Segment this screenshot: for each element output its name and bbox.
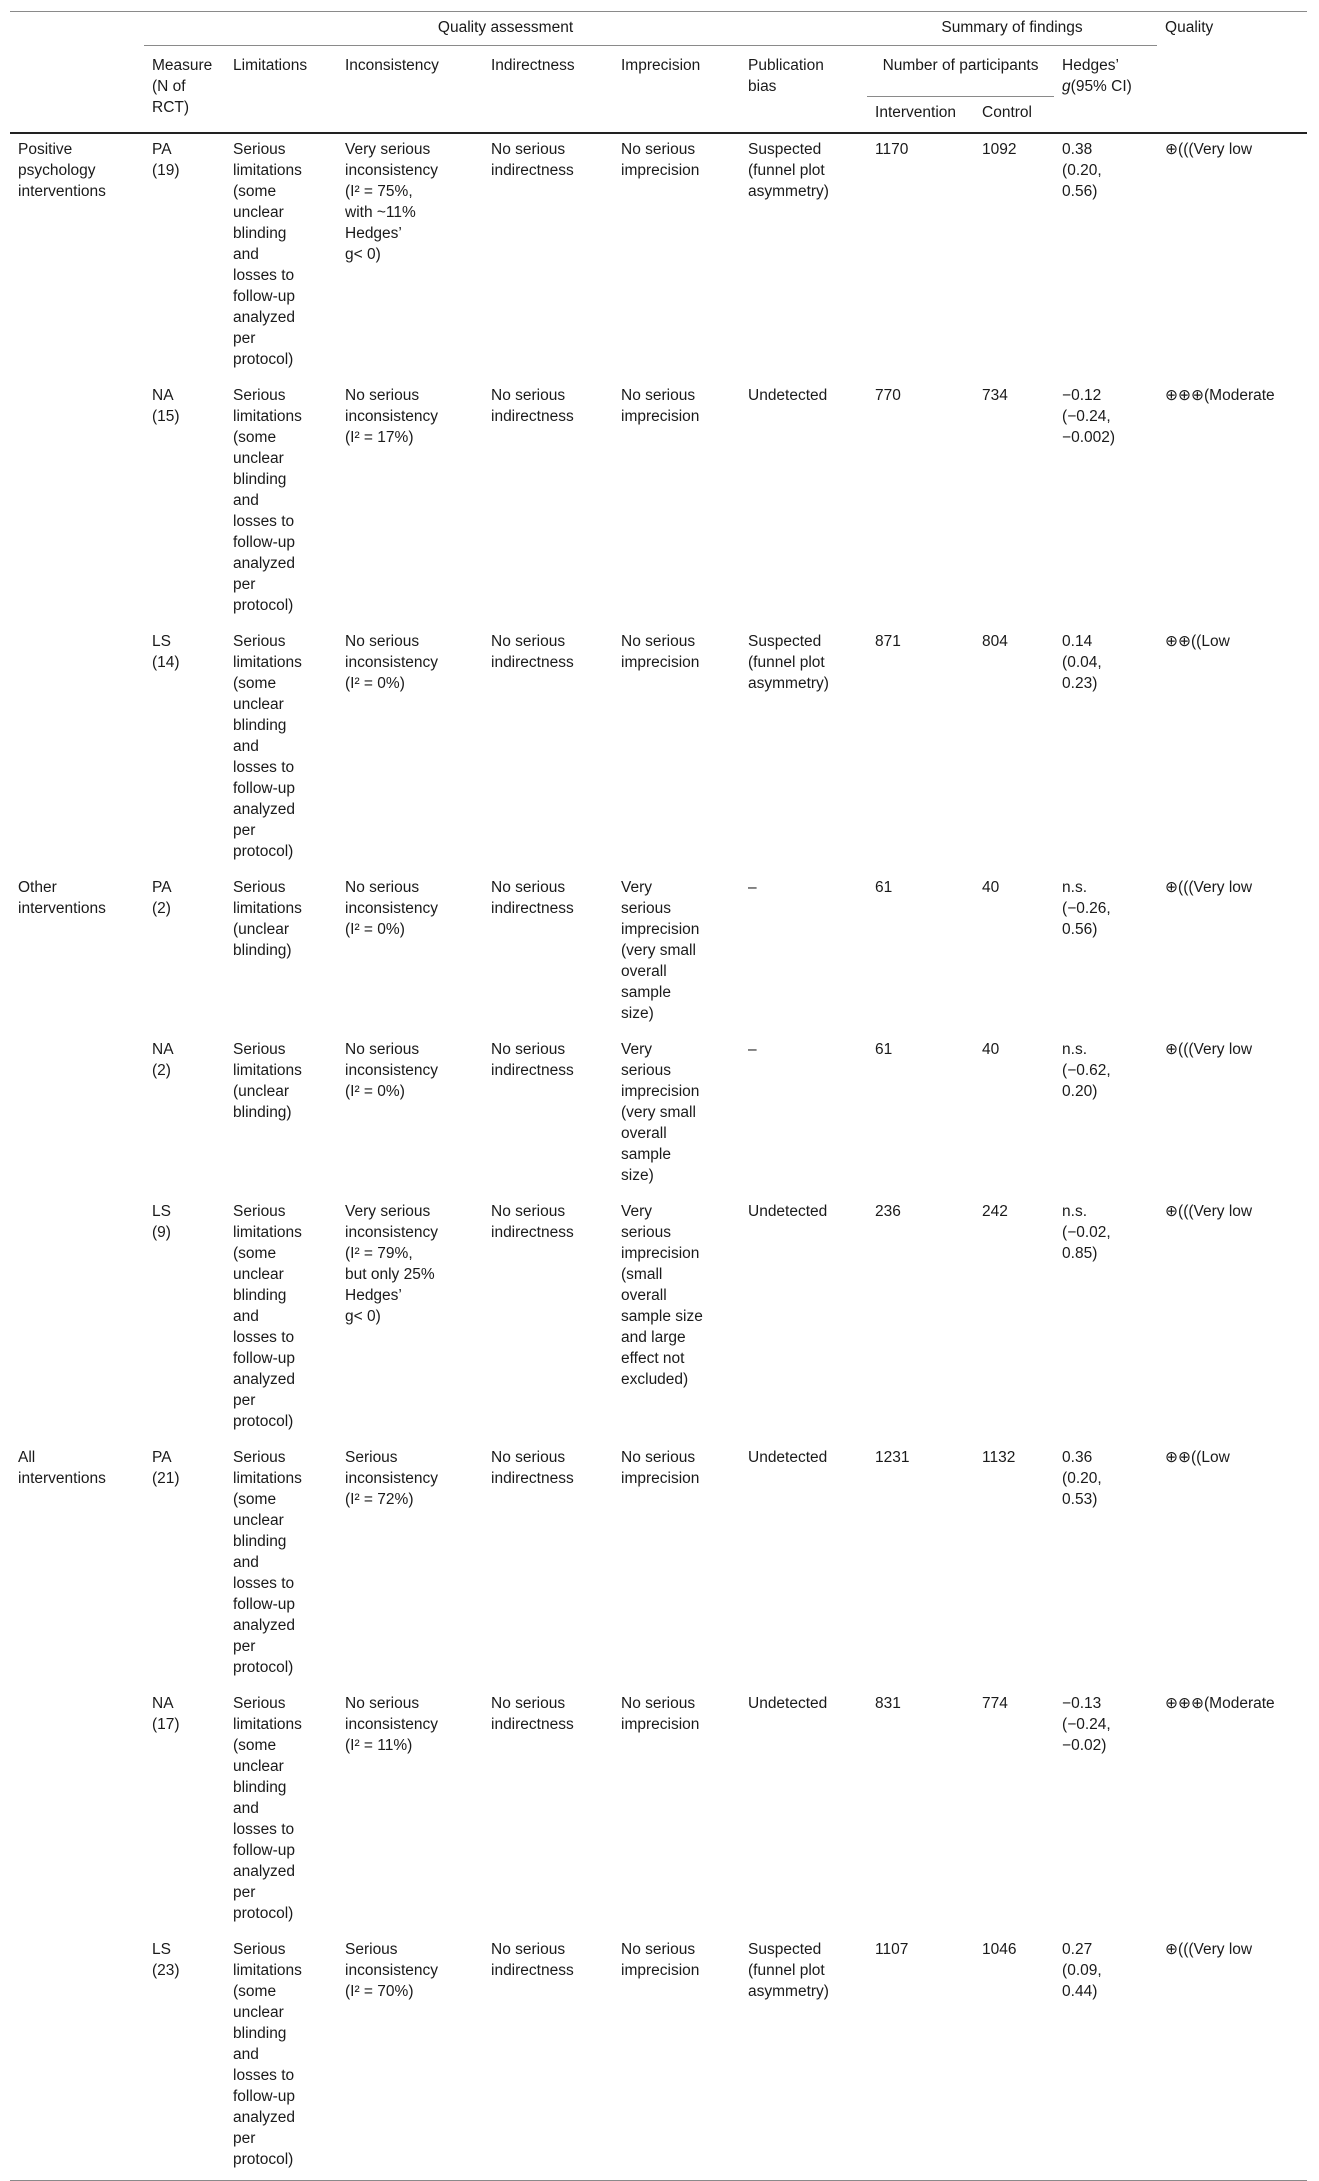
- limitations-cell: Serious limitations (some unclear blinding and losses to follow-up analyzed per protocol): [233, 1449, 302, 1676]
- publication-bias-cell: Undetected: [748, 387, 828, 404]
- publication-bias-cell: –: [748, 879, 757, 896]
- table-row: [10, 626, 1307, 872]
- intervention-cell: 61: [875, 879, 893, 896]
- header-quality: Quality: [1165, 19, 1214, 36]
- control-cell: 1092: [982, 141, 1017, 158]
- publication-bias-cell: Undetected: [748, 1695, 828, 1712]
- measure-cell: NA (15): [152, 387, 180, 425]
- intervention-cell: 1170: [875, 141, 909, 158]
- header-empty: [10, 12, 144, 46]
- indirectness-cell: No serious indirectness: [491, 1203, 574, 1241]
- quality-cell: ⊕⊕((Low: [1165, 633, 1230, 650]
- header-group-spacer: [10, 46, 144, 134]
- measure-cell: NA (2): [152, 1041, 174, 1079]
- header-intervention: Intervention: [875, 104, 957, 122]
- inconsistency-cell: No serious inconsistency (I² = 0%): [345, 879, 439, 938]
- measure-cell: LS (9): [152, 1203, 171, 1241]
- limitations-cell: Serious limitations (some unclear blinding and losses to follow-up analyzed per protocol): [233, 1695, 302, 1922]
- quality-cell: ⊕(((Very low: [1165, 1203, 1253, 1220]
- measure-cell: PA (21): [152, 1449, 180, 1487]
- grade-table-container: [10, 11, 1307, 2181]
- limitations-cell: Serious limitations (unclear blinding): [233, 1041, 302, 1121]
- group-cell: [10, 380, 144, 626]
- header-hedges-prefix: Hedges’: [1062, 57, 1119, 74]
- control-cell: 40: [982, 1041, 1000, 1058]
- imprecision-cell: Very serious imprecision (very small overall sample size): [621, 879, 700, 1022]
- header-imprecision: Imprecision: [613, 46, 740, 134]
- group-cell: [10, 626, 144, 872]
- imprecision-cell: No serious imprecision: [621, 633, 700, 671]
- measure-cell: LS (23): [152, 1941, 180, 1979]
- quality-cell: ⊕(((Very low: [1165, 1041, 1253, 1058]
- group-cell: [10, 1034, 144, 1196]
- table-row: [10, 1688, 1307, 1934]
- control-cell: 734: [982, 387, 1008, 404]
- header-number-of-participants: Number of participants: [867, 46, 1054, 97]
- indirectness-cell: No serious indirectness: [491, 1941, 574, 1979]
- header-hedges: [1054, 46, 1157, 134]
- header-control: Control: [982, 104, 1032, 122]
- hedges-cell: −0.13 (−0.24, −0.02): [1062, 1695, 1111, 1754]
- control-cell: 40: [982, 879, 1000, 896]
- control-cell: 804: [982, 633, 1008, 650]
- indirectness-cell: No serious indirectness: [491, 1041, 574, 1079]
- table-body: [10, 133, 1307, 2181]
- header-quality-assessment: Quality assessment: [144, 12, 867, 46]
- table-row: [10, 872, 1307, 1034]
- intervention-cell: 831: [875, 1695, 901, 1712]
- hedges-cell: n.s. (−0.62, 0.20): [1062, 1041, 1111, 1100]
- intervention-cell: 1107: [875, 1941, 909, 1958]
- publication-bias-cell: Undetected: [748, 1449, 828, 1466]
- imprecision-cell: No serious imprecision: [621, 387, 700, 425]
- group-cell: Other interventions: [18, 879, 106, 917]
- publication-bias-cell: Suspected (funnel plot asymmetry): [748, 141, 829, 200]
- imprecision-cell: Very serious imprecision (very small overall sample size): [621, 1041, 700, 1184]
- control-cell: 1046: [982, 1941, 1017, 1958]
- header-inconsistency: Inconsistency: [337, 46, 483, 134]
- indirectness-cell: No serious indirectness: [491, 633, 574, 671]
- imprecision-cell: No serious imprecision: [621, 1941, 700, 1979]
- header-publication-bias: Publication bias: [740, 46, 867, 134]
- indirectness-cell: No serious indirectness: [491, 1449, 574, 1487]
- measure-cell: LS (14): [152, 633, 180, 671]
- hedges-cell: −0.12 (−0.24, −0.002): [1062, 387, 1116, 446]
- intervention-cell: 1231: [875, 1449, 910, 1466]
- table-row: [10, 133, 1307, 380]
- hedges-cell: n.s. (−0.02, 0.85): [1062, 1203, 1111, 1262]
- publication-bias-cell: –: [748, 1041, 757, 1058]
- quality-cell: ⊕(((Very low: [1165, 1941, 1253, 1958]
- indirectness-cell: No serious indirectness: [491, 141, 574, 179]
- inconsistency-cell: No serious inconsistency (I² = 17%): [345, 387, 439, 446]
- publication-bias-cell: Suspected (funnel plot asymmetry): [748, 1941, 829, 2000]
- group-cell: All interventions: [18, 1449, 106, 1487]
- imprecision-cell: Very serious imprecision (small overall sample size and large effect not excluded): [621, 1203, 703, 1388]
- quality-cell: ⊕⊕⊕(Moderate: [1165, 1695, 1275, 1712]
- inconsistency-cell: Serious inconsistency (I² = 72%): [345, 1449, 439, 1508]
- publication-bias-cell: Undetected: [748, 1203, 828, 1220]
- intervention-cell: 61: [875, 1041, 893, 1058]
- limitations-cell: Serious limitations (unclear blinding): [233, 879, 302, 959]
- table-row: [10, 1034, 1307, 1196]
- imprecision-cell: No serious imprecision: [621, 1695, 700, 1733]
- measure-cell: NA (17): [152, 1695, 180, 1733]
- imprecision-cell: No serious imprecision: [621, 141, 700, 179]
- intervention-cell: 871: [875, 633, 901, 650]
- limitations-cell: Serious limitations (some unclear blinding and losses to follow-up analyzed per protocol): [233, 141, 302, 368]
- group-cell: [10, 1196, 144, 1442]
- header-hedges-suffix: (95% CI): [1070, 78, 1132, 95]
- table-row: [10, 1442, 1307, 1688]
- grade-evidence-table: [10, 11, 1307, 2181]
- quality-cell: ⊕⊕((Low: [1165, 1449, 1230, 1466]
- quality-cell: ⊕⊕⊕(Moderate: [1165, 387, 1275, 404]
- indirectness-cell: No serious indirectness: [491, 879, 574, 917]
- table-header: [10, 12, 1307, 134]
- table-row: [10, 1196, 1307, 1442]
- header-measure: Measure (N of RCT): [144, 46, 225, 134]
- indirectness-cell: No serious indirectness: [491, 1695, 574, 1733]
- limitations-cell: Serious limitations (some unclear blinding and losses to follow-up analyzed per protocol): [233, 1203, 302, 1430]
- hedges-cell: 0.38 (0.20, 0.56): [1062, 141, 1102, 200]
- inconsistency-cell: Serious inconsistency (I² = 70%): [345, 1941, 439, 2000]
- publication-bias-cell: Suspected (funnel plot asymmetry): [748, 633, 829, 692]
- table-row: [10, 380, 1307, 626]
- imprecision-cell: No serious imprecision: [621, 1449, 700, 1487]
- header-hedges-g: g: [1062, 78, 1071, 95]
- group-cell: [10, 1934, 144, 2181]
- limitations-cell: Serious limitations (some unclear blinding and losses to follow-up analyzed per protocol): [233, 387, 302, 614]
- hedges-cell: 0.14 (0.04, 0.23): [1062, 633, 1102, 692]
- quality-cell: ⊕(((Very low: [1165, 879, 1253, 896]
- hedges-cell: n.s. (−0.26, 0.56): [1062, 879, 1111, 938]
- indirectness-cell: No serious indirectness: [491, 387, 574, 425]
- measure-cell: PA (2): [152, 879, 172, 917]
- intervention-cell: 236: [875, 1203, 901, 1220]
- inconsistency-cell: No serious inconsistency (I² = 0%): [345, 633, 439, 692]
- group-cell: Positive psychology interventions: [18, 141, 106, 200]
- limitations-cell: Serious limitations (some unclear blinding and losses to follow-up analyzed per protocol): [233, 633, 302, 860]
- header-summary-of-findings: Summary of findings: [867, 12, 1157, 46]
- table-row: [10, 1934, 1307, 2181]
- header-indirectness: Indirectness: [483, 46, 613, 134]
- header-quality-spacer: [1157, 97, 1307, 133]
- limitations-cell: Serious limitations (some unclear blinding and losses to follow-up analyzed per protocol): [233, 1941, 302, 2168]
- group-cell: [10, 1688, 144, 1934]
- inconsistency-cell: Very serious inconsistency (I² = 75%, with ~11% Hedges’ g< 0): [345, 141, 439, 263]
- quality-cell: ⊕(((Very low: [1165, 141, 1253, 158]
- inconsistency-cell: No serious inconsistency (I² = 11%): [345, 1695, 439, 1754]
- control-cell: 774: [982, 1695, 1008, 1712]
- intervention-cell: 770: [875, 387, 901, 404]
- header-limitations: Limitations: [225, 46, 337, 134]
- inconsistency-cell: No serious inconsistency (I² = 0%): [345, 1041, 439, 1100]
- control-cell: 1132: [982, 1449, 1016, 1466]
- control-cell: 242: [982, 1203, 1008, 1220]
- inconsistency-cell: Very serious inconsistency (I² = 79%, but only 25% Hedges’ g< 0): [345, 1203, 439, 1325]
- measure-cell: PA (19): [152, 141, 180, 179]
- hedges-cell: 0.27 (0.09, 0.44): [1062, 1941, 1102, 2000]
- hedges-cell: 0.36 (0.20, 0.53): [1062, 1449, 1102, 1508]
